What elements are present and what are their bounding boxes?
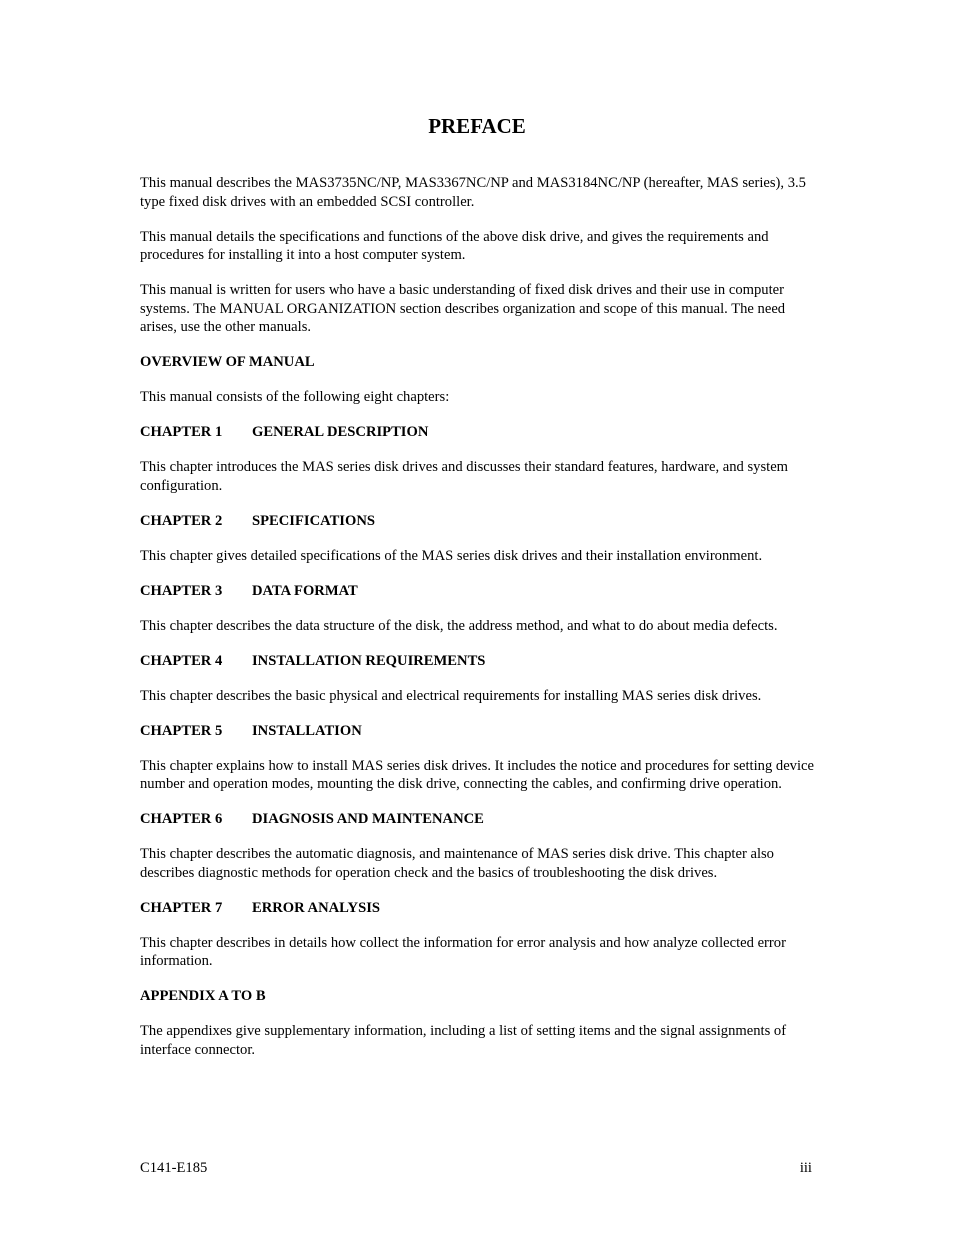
chapter-5-heading [140,722,815,741]
chapter-title: DATA FORMAT [252,582,358,599]
overview-heading: OVERVIEW OF MANUAL [140,354,315,370]
appendix-text: The appendixes give supplementary information, including a list of setting items and the signal assignments of interface connector. [140,1023,787,1058]
intro-paragraph-2: This manual details the specifications and functions of the above disk drive, and gives the requirements and procedures for installing it into a host computer system. [140,228,769,263]
appendix-heading: APPENDIX A TO B [140,988,266,1004]
chapter-6-description: This chapter describes the automatic diagnosis, and maintenance of MAS series disk drive. This chapter also describes diagnostic methods for operation check and the basics of troubleshooting the disk drives. [140,846,774,881]
chapter-4-heading [140,652,815,671]
chapter-2-description: This chapter gives detailed specifications of the MAS series disk drives and their installation environment. [140,547,763,564]
chapter-title: SPECIFICATIONS [252,512,375,529]
chapter-title: DIAGNOSIS AND MAINTENANCE [252,811,484,827]
chapter-3-heading [140,582,815,601]
chapter-1-heading [140,423,815,442]
footer-page-number: iii [799,1160,812,1176]
chapter-number: CHAPTER 7 [140,899,223,916]
chapter-7-description: This chapter describes in details how collect the information for error analysis and how analyze collected error information. [140,934,786,969]
chapter-3-description: This chapter describes the data structure of the disk, the address method, and what to do about media defects. [140,617,778,634]
chapter-number: CHAPTER 4 [140,652,223,669]
chapter-number: CHAPTER 1 [140,424,223,440]
chapter-title: INSTALLATION [252,722,362,739]
preface-body [140,174,815,1076]
chapter-number: CHAPTER 5 [140,722,223,739]
intro-paragraph-1: This manual describes the MAS3735NC/NP, MAS3367NC/NP and MAS3184NC/NP (hereafter, MAS series), 3.5 type fixed disk drives with an embedded SCSI controller. [140,175,806,210]
chapter-title: INSTALLATION REQUIREMENTS [252,652,486,669]
chapter-6-heading [140,810,815,829]
chapter-title: GENERAL DESCRIPTION [252,424,429,440]
chapter-number: CHAPTER 6 [140,811,223,827]
chapter-1-description: This chapter introduces the MAS series disk drives and discusses their standard features, hardware, and system configuration. [140,459,789,494]
intro-paragraph-3: This manual is written for users who have a basic understanding of fixed disk drives and their use in computer systems. The MANUAL ORGANIZATION section describes organization and scope of this manual. The need arises, use the other manuals. [140,282,786,335]
chapter-number: CHAPTER 2 [140,512,223,529]
chapter-title: ERROR ANALYSIS [252,899,381,916]
chapter-7-heading [140,899,815,918]
footer-doc-code: C141-E185 [140,1160,208,1176]
chapter-5-description: This chapter explains how to install MAS series disk drives. It includes the notice and procedures for setting device number and operation modes, mounting the disk drive, connecting the cables, and confirming drive operation. [140,757,814,792]
page-title: PREFACE [428,114,526,138]
chapter-4-description: This chapter describes the basic physical and electrical requirements for installing MAS series disk drives. [140,687,762,704]
overview-text: This manual consists of the following eight chapters: [140,389,450,405]
chapter-number: CHAPTER 3 [140,582,223,599]
chapter-2-heading [140,512,815,531]
